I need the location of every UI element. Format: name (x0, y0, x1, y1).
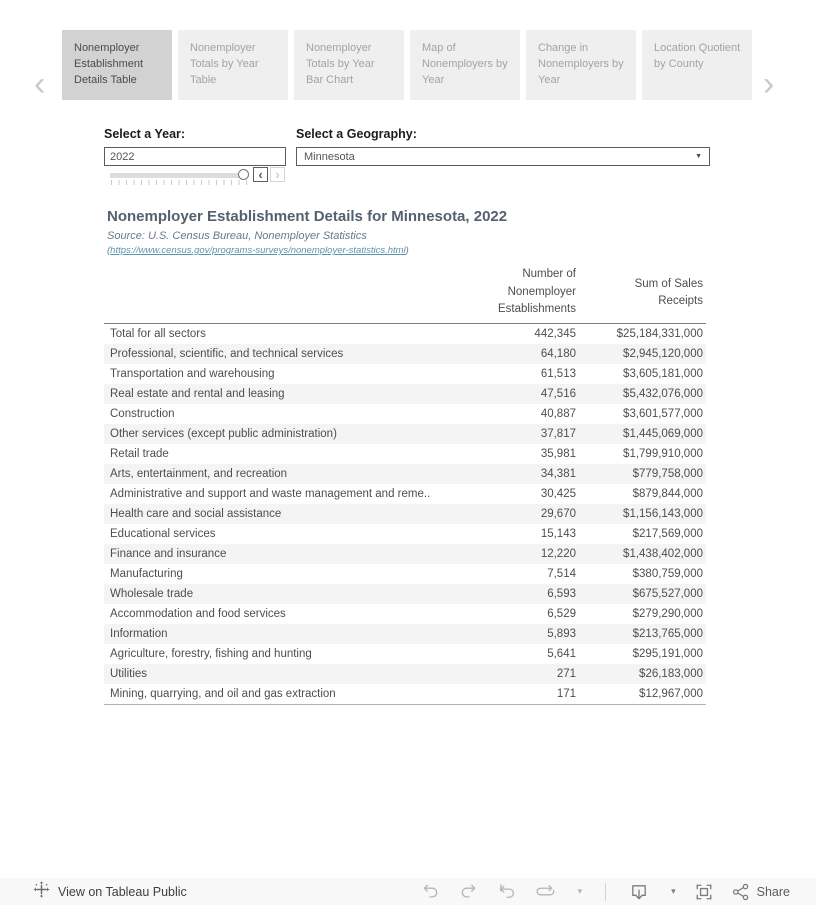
establishments-cell: 442,345 (534, 327, 576, 340)
year-slider (104, 168, 286, 186)
receipts-cell: $5,432,076,000 (623, 387, 703, 400)
link-open-paren: ( (107, 245, 111, 256)
receipts-cell: $1,445,069,000 (623, 427, 703, 440)
establishments-cell: 6,593 (547, 587, 576, 600)
report-title: Nonemployer Establishment Details for Minnesota, 2022 (107, 208, 508, 225)
table-header-row (104, 266, 706, 324)
table-row[interactable] (104, 504, 706, 524)
sector-cell: Construction (110, 407, 175, 420)
download-caret-icon[interactable]: ▾ (671, 886, 676, 896)
establishments-cell: 15,143 (540, 527, 576, 540)
sector-cell: Administrative and support and waste management and reme.. (110, 487, 431, 500)
sector-cell: Wholesale trade (110, 587, 194, 600)
link-close-paren: ) (405, 245, 409, 256)
sector-cell: Utilities (110, 667, 148, 680)
receipts-cell: $279,290,000 (632, 607, 703, 620)
receipts-cell: $675,527,000 (632, 587, 703, 600)
year-step-back-button[interactable]: ‹ (253, 167, 268, 182)
year-filter (104, 127, 286, 186)
report-source-link-line (107, 245, 409, 256)
sector-cell: Total for all sectors (110, 327, 206, 340)
establishments-cell: 47,516 (540, 387, 576, 400)
table-row[interactable] (104, 484, 706, 504)
establishments-cell: 37,817 (540, 427, 576, 440)
redo-icon[interactable] (459, 883, 478, 900)
receipts-cell: $380,759,000 (632, 567, 703, 580)
sector-cell: Arts, entertainment, and recreation (110, 467, 288, 480)
sector-cell: Educational services (110, 527, 216, 540)
receipts-cell: $779,758,000 (632, 467, 703, 480)
sector-cell: Real estate and rental and leasing (110, 387, 285, 400)
tableau-logo-icon (33, 881, 50, 903)
establishments-cell: 5,641 (547, 647, 576, 660)
report-source: Source: U.S. Census Bureau, Nonemployer Statistics (107, 230, 367, 242)
toolbar-actions (421, 882, 790, 901)
tab-nonemployer-totals-by-year-table[interactable]: Nonemployer Totals by Year Table (178, 30, 288, 100)
table-row[interactable] (104, 324, 706, 344)
receipts-cell: $1,438,402,000 (623, 547, 703, 560)
establishments-cell: 34,381 (540, 467, 576, 480)
table-row[interactable] (104, 384, 706, 404)
tab-map-of-nonemployers-by-year[interactable]: Map of Nonemployers by Year (410, 30, 520, 100)
establishments-cell: 171 (556, 687, 576, 700)
undo-icon[interactable] (421, 883, 440, 900)
establishments-cell: 64,180 (540, 347, 576, 360)
tab-change-in-nonemployers-by-year[interactable]: Change in Nonemployers by Year (526, 30, 636, 100)
share-label: Share (756, 884, 790, 899)
establishments-cell: 35,981 (540, 447, 576, 460)
sheet-tab-bar (0, 30, 816, 103)
tab-nonemployer-totals-by-year-bar-chart[interactable]: Nonemployer Totals by Year Bar Chart (294, 30, 404, 100)
establishments-cell: 61,513 (540, 367, 576, 380)
receipts-cell: $213,765,000 (632, 627, 703, 640)
receipts-cell: $2,945,120,000 (623, 347, 703, 360)
sector-cell: Accommodation and food services (110, 607, 286, 620)
geography-dropdown[interactable] (296, 147, 710, 166)
year-step-forward-button[interactable]: › (270, 167, 285, 182)
establishments-cell: 271 (556, 667, 576, 680)
table-row[interactable] (104, 584, 706, 604)
table-row[interactable] (104, 524, 706, 544)
table-row[interactable] (104, 684, 706, 704)
view-on-tableau-public-label: View on Tableau Public (58, 884, 187, 899)
table-row[interactable] (104, 464, 706, 484)
table-row[interactable] (104, 564, 706, 584)
receipts-column-header[interactable]: Sum of Sales Receipts (634, 277, 703, 307)
receipts-cell: $26,183,000 (639, 667, 703, 680)
establishments-cell: 40,887 (540, 407, 576, 420)
table-row[interactable] (104, 664, 706, 684)
sector-cell: Professional, scientific, and technical services (110, 347, 344, 360)
fullscreen-icon[interactable] (695, 883, 713, 901)
table-row[interactable] (104, 344, 706, 364)
sector-cell: Health care and social assistance (110, 507, 282, 520)
receipts-cell: $295,191,000 (632, 647, 703, 660)
census-source-link[interactable]: https://www.census.gov/programs-surveys/nonemployer-statistics.html (110, 245, 406, 256)
table-row[interactable] (104, 624, 706, 644)
download-icon[interactable] (629, 882, 649, 901)
receipts-cell: $3,605,181,000 (623, 367, 703, 380)
geography-filter-label: Select a Geography: (296, 127, 417, 141)
table-row[interactable] (104, 364, 706, 384)
year-slider-track[interactable] (110, 173, 244, 178)
tabs-scroll-right-icon[interactable]: › (763, 65, 775, 103)
table-row[interactable] (104, 444, 706, 464)
establishments-cell: 30,425 (540, 487, 576, 500)
establishments-column-header[interactable]: Number of Nonemployer Establishments (498, 268, 576, 315)
year-slider-ticks (111, 180, 247, 185)
tabs-scroll-left-icon[interactable]: ‹ (34, 65, 46, 103)
tab-nonemployer-establishment-details-table[interactable]: Nonemployer Establishment Details Table (62, 30, 172, 100)
receipts-cell: $217,569,000 (632, 527, 703, 540)
sector-cell: Transportation and warehousing (110, 367, 275, 380)
sector-cell: Information (110, 627, 168, 640)
table-row[interactable] (104, 424, 706, 444)
sector-cell: Other services (except public administration) (110, 427, 337, 440)
establishments-cell: 7,514 (547, 567, 576, 580)
receipts-cell: $879,844,000 (632, 487, 703, 500)
nonemployer-details-table (104, 266, 706, 705)
refresh-icon[interactable] (535, 884, 556, 899)
toolbar-divider (605, 883, 606, 901)
reset-icon[interactable] (497, 883, 516, 900)
share-button[interactable] (732, 883, 790, 901)
receipts-cell: $3,601,577,000 (623, 407, 703, 420)
sector-cell: Finance and insurance (110, 547, 227, 560)
table-row[interactable] (104, 544, 706, 564)
receipts-cell: $25,184,331,000 (616, 327, 703, 340)
sector-cell: Agriculture, forestry, fishing and hunting (110, 647, 312, 660)
history-caret-icon[interactable]: ▾ (577, 886, 583, 896)
table-row[interactable] (104, 644, 706, 664)
year-input[interactable] (104, 147, 286, 166)
receipts-cell: $1,799,910,000 (623, 447, 703, 460)
sheet-tabs (62, 30, 752, 100)
receipts-cell: $1,156,143,000 (623, 507, 703, 520)
table-row[interactable] (104, 604, 706, 624)
tableau-footer-toolbar (0, 878, 816, 905)
sector-cell: Mining, quarrying, and oil and gas extraction (110, 687, 336, 700)
table-body (104, 324, 706, 705)
sector-cell: Manufacturing (110, 567, 183, 580)
establishments-cell: 29,670 (540, 507, 576, 520)
year-filter-label: Select a Year: (104, 127, 186, 141)
tab-location-quotient-by-county[interactable]: Location Quotient by County (642, 30, 752, 100)
table-row[interactable] (104, 404, 706, 424)
receipts-cell: $12,967,000 (639, 687, 703, 700)
establishments-cell: 12,220 (540, 547, 576, 560)
year-slider-handle[interactable] (238, 169, 249, 180)
establishments-cell: 5,893 (547, 627, 576, 640)
geography-dropdown-value: Minnesota (304, 150, 355, 163)
establishments-cell: 6,529 (547, 607, 576, 620)
sector-cell: Retail trade (110, 447, 169, 460)
view-on-tableau-public[interactable] (33, 881, 187, 903)
geography-filter (296, 127, 710, 166)
dropdown-caret-icon[interactable]: ▼ (695, 153, 702, 160)
